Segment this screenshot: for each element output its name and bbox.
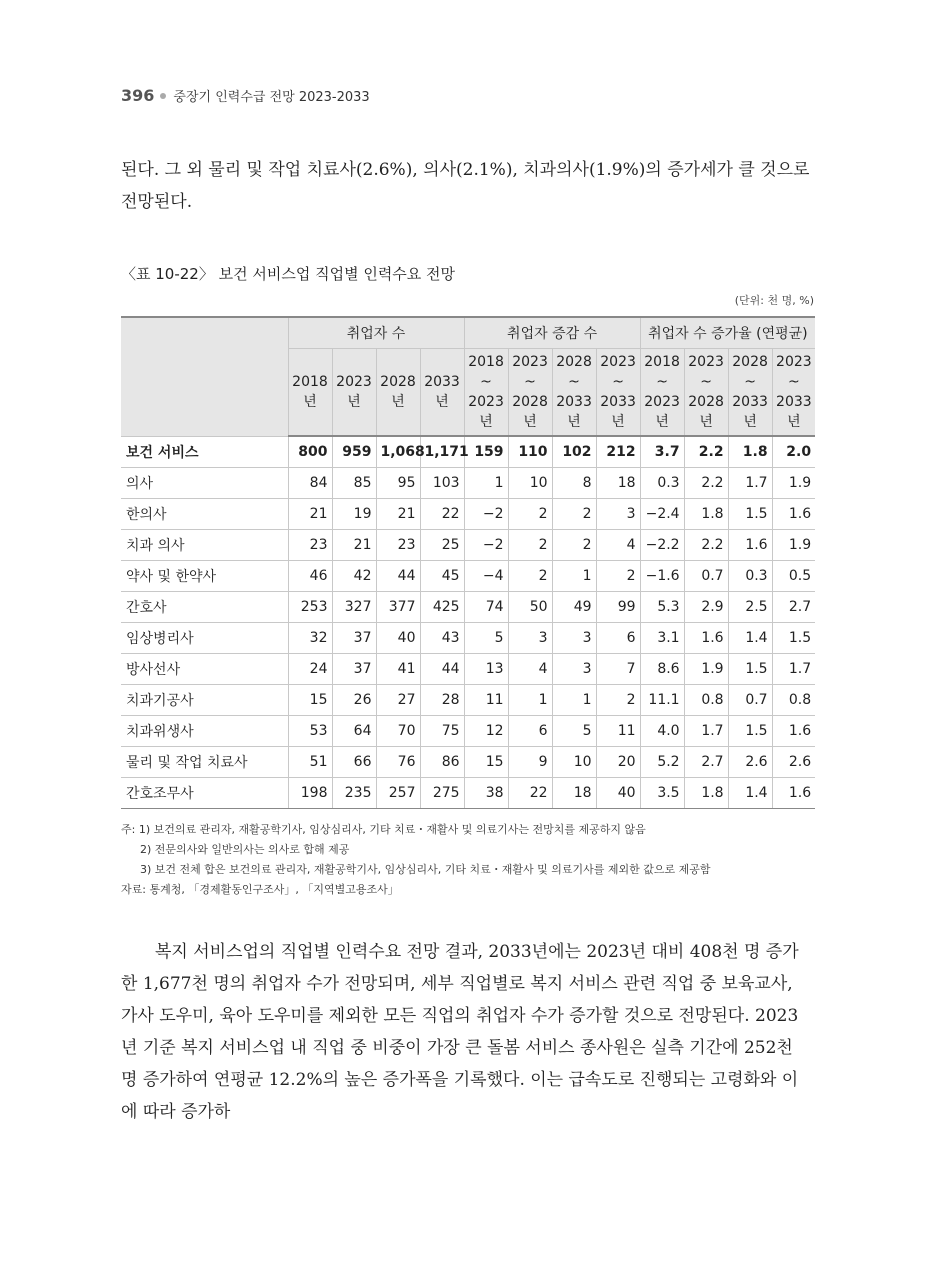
year-header-line: ~ [612,374,624,390]
row-label: 약사 및 한약사 [121,561,288,592]
year-header-line: ~ [656,374,668,390]
table-cell: 1 [552,561,596,592]
year-header-line: 2023 [600,354,636,370]
table-cell: 257 [376,778,420,809]
table-cell: 1.6 [728,530,772,561]
table-cell: 253 [288,592,332,623]
table-cell: 1.4 [728,623,772,654]
year-header-line: 년 [699,414,713,430]
table-cell: 4.0 [640,716,684,747]
table-cell: 76 [376,747,420,778]
note-1: 주: 1) 보건의료 관리자, 재활공학기사, 임상심리사, 기타 치료・재활사 및 의료기사는 전망치를 제공하지 않음 [121,823,646,836]
year-header-cell [420,349,464,437]
table-cell: 84 [288,468,332,499]
table-cell: 2 [596,685,640,716]
table-cell: 198 [288,778,332,809]
table-cell: 43 [420,623,464,654]
table-cell: 2.2 [684,530,728,561]
year-header-cell [684,349,728,437]
year-header-line: 년 [479,414,493,430]
table-cell: 1.5 [728,716,772,747]
table-cell: 26 [332,685,376,716]
year-header-cell [508,349,552,437]
table-cell: 85 [332,468,376,499]
table-cell: 37 [332,654,376,685]
table-cell: 0.8 [772,685,815,716]
table-row [121,747,815,778]
year-header-line: 년 [523,414,537,430]
table-cell: 1 [508,685,552,716]
table-cell: 40 [596,778,640,809]
year-header-cell [464,349,508,437]
table-cell: 1.7 [728,468,772,499]
table-cell: 1.5 [728,654,772,685]
table-cell: 10 [552,747,596,778]
year-header-line: 2028 [556,354,592,370]
running-title: 중장기 인력수급 전망 2023-2033 [173,90,370,105]
table-cell: 11.1 [640,685,684,716]
corner-header-cell [121,317,288,436]
table-cell: 64 [332,716,376,747]
year-header-line: 2023 [468,394,504,410]
table-cell: 44 [420,654,464,685]
table-cell: 3 [552,623,596,654]
paragraph-1: 된다. 그 외 물리 및 작업 치료사(2.6%), 의사(2.1%), 치과의사(1.9%)의 증가세가 클 것으로 전망된다. [121,160,810,212]
table-cell: 12 [464,716,508,747]
table-cell: 1,171 [420,436,464,468]
table-cell: 4 [596,530,640,561]
table-row [121,530,815,561]
table-cell: 15 [464,747,508,778]
table-cell: 8 [552,468,596,499]
year-header-line: 2033 [424,374,460,390]
table-cell: 25 [420,530,464,561]
year-header-line: 년 [611,414,625,430]
table-cell: 28 [420,685,464,716]
year-header-line: 년 [743,414,757,430]
note-3: 3) 보건 전체 합은 보건의료 관리자, 재활공학기사, 임상심리사, 기타 치료・재활사 및 의료기사를 제외한 값으로 제공함 [140,863,711,876]
year-header-line: ~ [524,374,536,390]
table-cell: 40 [376,623,420,654]
table-cell: 0.7 [684,561,728,592]
year-header-cell [376,349,420,437]
table-cell: 27 [376,685,420,716]
row-label: 방사선사 [121,654,288,685]
table-cell: 5.3 [640,592,684,623]
table-cell: 1.4 [728,778,772,809]
row-label: 치과위생사 [121,716,288,747]
year-header-line: 2023 [336,374,372,390]
table-cell: 21 [332,530,376,561]
year-header-line: 년 [347,394,361,410]
table-row [121,561,815,592]
table-cell: 1.8 [684,778,728,809]
table-row [121,436,815,468]
table-cell: 1.5 [772,623,815,654]
table-cell: 2 [508,561,552,592]
table-row [121,685,815,716]
table-cell: 75 [420,716,464,747]
year-header-line: 2023 [644,394,680,410]
table-cell: 3.5 [640,778,684,809]
table-cell: 22 [420,499,464,530]
year-header-cell [288,349,332,437]
table-cell: 2 [508,499,552,530]
table-cell: 2.0 [772,436,815,468]
table-cell: 4 [508,654,552,685]
table-cell: 1 [552,685,596,716]
table-cell: 9 [508,747,552,778]
table-row [121,623,815,654]
table-cell: 18 [596,468,640,499]
table-cell: 3.7 [640,436,684,468]
year-header-line: 년 [567,414,581,430]
row-label: 치과 의사 [121,530,288,561]
year-header-line: 2018 [644,354,680,370]
year-header-line: ~ [700,374,712,390]
table-cell: 2 [552,530,596,561]
table-cell: −4 [464,561,508,592]
table-cell: 74 [464,592,508,623]
year-header-line: 2018 [292,374,328,390]
table-unit: (단위: 천 명, %) [734,294,814,307]
table-cell: 235 [332,778,376,809]
year-header-line: 년 [391,394,405,410]
year-header-line: 2028 [512,394,548,410]
table-cell: 18 [552,778,596,809]
year-header-line: 2028 [732,354,768,370]
row-label: 보건 서비스 [121,436,288,468]
table-title: 〈표 10-22〉 보건 서비스업 직업별 인력수요 전망 [121,265,456,283]
table-cell: 6 [596,623,640,654]
year-header-line: 2028 [380,374,416,390]
year-header-line: 년 [787,414,801,430]
table-cell: 0.3 [728,561,772,592]
year-header-line: 2033 [776,394,812,410]
table-cell: 22 [508,778,552,809]
table-cell: 45 [420,561,464,592]
table-cell: 2 [508,530,552,561]
table-cell: 1.5 [728,499,772,530]
year-header-line: 2033 [732,394,768,410]
year-header-line: 년 [435,394,449,410]
table-cell: 21 [376,499,420,530]
row-label: 한의사 [121,499,288,530]
table-cell: 327 [332,592,376,623]
year-header-line: 년 [655,414,669,430]
table-cell: 7 [596,654,640,685]
table-cell: 5 [464,623,508,654]
table-cell: 110 [508,436,552,468]
table-cell: 377 [376,592,420,623]
table-cell: 42 [332,561,376,592]
table-cell: −2.2 [640,530,684,561]
row-label: 물리 및 작업 치료사 [121,747,288,778]
table-cell: 49 [552,592,596,623]
row-label: 의사 [121,468,288,499]
table-cell: 1 [464,468,508,499]
group-header-growth-rate: 취업자 수 증가율 (연평균) [640,317,815,349]
group-header-change: 취업자 증감 수 [464,317,640,349]
year-header-line: 2023 [776,354,812,370]
year-header-cell [596,349,640,437]
table-cell: 86 [420,747,464,778]
table-cell: 2.6 [728,747,772,778]
table-cell: −1.6 [640,561,684,592]
table-cell: 38 [464,778,508,809]
table-cell: 23 [288,530,332,561]
table-cell: 1.6 [684,623,728,654]
table-cell: 1.6 [772,499,815,530]
year-header-line: 2023 [512,354,548,370]
table-cell: 275 [420,778,464,809]
year-header-line: ~ [744,374,756,390]
table-cell: 23 [376,530,420,561]
table-cell: 41 [376,654,420,685]
table-cell: 3 [596,499,640,530]
table-cell: 425 [420,592,464,623]
row-label: 임상병리사 [121,623,288,654]
year-header-cell [640,349,684,437]
table-cell: 44 [376,561,420,592]
table-cell: 1,068 [376,436,420,468]
table-cell: −2.4 [640,499,684,530]
table-cell: 159 [464,436,508,468]
table-cell: 15 [288,685,332,716]
table-cell: 212 [596,436,640,468]
table-cell: 99 [596,592,640,623]
table-cell: 0.5 [772,561,815,592]
table-cell: 11 [464,685,508,716]
table-cell: 51 [288,747,332,778]
row-label: 치과기공사 [121,685,288,716]
table-cell: 2.7 [684,747,728,778]
table-cell: 37 [332,623,376,654]
table-cell: 2.9 [684,592,728,623]
table-cell: 2.2 [684,468,728,499]
table-row [121,592,815,623]
table-row [121,654,815,685]
table-cell: 1.6 [772,778,815,809]
year-header-cell [332,349,376,437]
table-cell: −2 [464,499,508,530]
table-cell: 2 [596,561,640,592]
row-label: 간호조무사 [121,778,288,809]
table-cell: 103 [420,468,464,499]
table-cell: 3 [552,654,596,685]
table-cell: 2.5 [728,592,772,623]
table-cell: 10 [508,468,552,499]
table-cell: 0.8 [684,685,728,716]
table-cell: 24 [288,654,332,685]
year-header-cell [772,349,815,437]
table-cell: 1.9 [684,654,728,685]
table-cell: 3 [508,623,552,654]
table-cell: 5.2 [640,747,684,778]
row-label: 간호사 [121,592,288,623]
year-header-line: 2033 [556,394,592,410]
table-cell: 1.9 [772,468,815,499]
table-cell: 19 [332,499,376,530]
table-row [121,778,815,809]
table-cell: 6 [508,716,552,747]
source-note: 자료: 통계청, 「경제활동인구조사」, 「지역별고용조사」 [121,883,399,896]
table-cell: 5 [552,716,596,747]
table-cell: 95 [376,468,420,499]
workforce-table [121,316,815,809]
table-cell: 3.1 [640,623,684,654]
year-header-line: 2023 [688,354,724,370]
table-cell: 20 [596,747,640,778]
table-row [121,499,815,530]
table-cell: 2.7 [772,592,815,623]
table-cell: 1.8 [728,436,772,468]
table-cell: 0.7 [728,685,772,716]
table-notes [121,820,711,900]
table-cell: 11 [596,716,640,747]
year-header-line: ~ [480,374,492,390]
year-header-line: 2018 [468,354,504,370]
year-header-line: 년 [303,394,317,410]
year-header-cell [552,349,596,437]
running-header [121,86,370,105]
year-header-line: ~ [568,374,580,390]
table-cell: 2.6 [772,747,815,778]
note-2: 2) 전문의사와 일반의사는 의사로 합해 제공 [140,843,350,856]
year-header-line: ~ [787,374,800,390]
table-row [121,716,815,747]
year-header-cell [728,349,772,437]
table-cell: 46 [288,561,332,592]
table-cell: 70 [376,716,420,747]
table-cell: 1.7 [684,716,728,747]
table-cell: 1.9 [772,530,815,561]
table-cell: 2 [552,499,596,530]
table-cell: 66 [332,747,376,778]
page-number: 396 [121,86,155,105]
bullet-dot-icon [160,93,166,99]
table-cell: 21 [288,499,332,530]
table-cell: 959 [332,436,376,468]
table-cell: 32 [288,623,332,654]
table-cell: 800 [288,436,332,468]
table-cell: 53 [288,716,332,747]
paragraph-2: 복지 서비스업의 직업별 인력수요 전망 결과, 2033년에는 2023년 대비 408천 명 증가한 1,677천 명의 취업자 수가 전망되며, 세부 직업별로 복지 서비스 관련 직업 중 보육교사, 가사 도우미, 육아 도우미를 제외한 모든 직업의 취업자 수가 증가할 것으로 전망된다. 2023년 기준 복지 서비스업 내 직업 중 비중이 가장 큰 돌봄 서비스 종사원은 실측 기간에 252천 명 증가하여 연평균 12.2%의 높은 증가폭을 기록했다. 이는 급속도로 진행되는 고령화와 이에 따라 증가하 [121,942,799,1122]
table-cell: 1.8 [684,499,728,530]
table-cell: 8.6 [640,654,684,685]
year-header-line: 2033 [600,394,636,410]
table-row [121,468,815,499]
year-header-line: 2028 [688,394,724,410]
table-cell: 2.2 [684,436,728,468]
table-cell: 50 [508,592,552,623]
table-cell: −2 [464,530,508,561]
group-header-employment: 취업자 수 [288,317,464,349]
table-cell: 1.7 [772,654,815,685]
table-cell: 0.3 [640,468,684,499]
table-cell: 1.6 [772,716,815,747]
table-cell: 102 [552,436,596,468]
table-cell: 13 [464,654,508,685]
